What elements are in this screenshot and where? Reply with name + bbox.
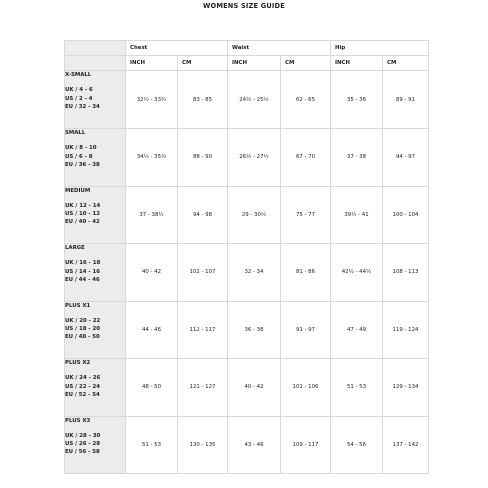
eu-size: EU / 40 - 42	[65, 219, 100, 226]
us-size: US / 26 - 28	[65, 441, 100, 448]
measurement-cell: 100 - 104	[383, 186, 429, 244]
eu-size: EU / 56 - 58	[65, 449, 100, 456]
us-size: US / 18 - 20	[65, 326, 100, 333]
measurement-cell: 91 - 97	[281, 301, 331, 359]
table-row	[65, 129, 429, 187]
corner-cell	[65, 41, 126, 56]
measurement-cell: 81 - 86	[281, 244, 331, 302]
measurement-cell: 37 - 38½	[126, 186, 178, 244]
size-cell	[65, 129, 126, 187]
table-row	[65, 301, 429, 359]
measurement-cell: 62 - 65	[281, 71, 331, 129]
measurement-cell: 40 - 42	[126, 244, 178, 302]
size-name: PLUS X1	[65, 302, 91, 309]
group-header-chest: Chest	[126, 41, 228, 56]
measurement-cell: 48 - 50	[126, 359, 178, 417]
measurement-cell: 39½ - 41	[331, 186, 383, 244]
size-cell	[65, 359, 126, 417]
measurement-cell: 108 - 113	[383, 244, 429, 302]
us-size: US / 6 - 8	[65, 153, 93, 160]
table-row	[65, 359, 429, 417]
measurement-cell: 112 - 117	[178, 301, 228, 359]
unit-header: CM	[281, 56, 331, 71]
size-cell	[65, 416, 126, 474]
measurement-cell: 89 - 91	[383, 71, 429, 129]
group-header-hip: Hip	[331, 41, 429, 56]
uk-size: UK / 20 - 22	[65, 317, 101, 324]
unit-header: CM	[178, 56, 228, 71]
size-name: X-SMALL	[65, 72, 92, 78]
unit-header: INCH	[126, 56, 178, 71]
unit-header: CM	[383, 56, 429, 71]
measurement-cell: 34½ - 35½	[126, 129, 178, 187]
size-cell	[65, 244, 126, 302]
us-size: US / 10 - 12	[65, 211, 100, 218]
uk-size: UK / 16 - 18	[65, 260, 101, 267]
size-name: PLUS X3	[65, 417, 91, 424]
size-name: PLUS X2	[65, 360, 91, 366]
measurement-cell: 137 - 142	[383, 416, 429, 474]
unit-header: INCH	[331, 56, 383, 71]
measurement-cell: 51 - 53	[126, 416, 178, 474]
measurement-cell: 67 - 70	[281, 129, 331, 187]
measurement-cell: 36 - 38	[228, 301, 281, 359]
measurement-cell: 32½ - 33½	[126, 71, 178, 129]
eu-size: EU / 52 - 54	[65, 391, 100, 398]
measurement-cell: 47 - 49	[331, 301, 383, 359]
measurement-cell: 129 - 134	[383, 359, 429, 417]
measurement-cell: 44 - 46	[126, 301, 178, 359]
measurement-cell: 35 - 36	[331, 71, 383, 129]
measurement-cell: 121 - 127	[178, 359, 228, 417]
measurement-cell: 119 - 124	[383, 301, 429, 359]
measurement-cell: 32 - 34	[228, 244, 281, 302]
us-size: US / 22 - 24	[65, 383, 100, 390]
measurement-cell: 94 - 98	[178, 186, 228, 244]
measurement-cell: 43 - 46	[228, 416, 281, 474]
size-name: LARGE	[65, 245, 85, 251]
eu-size: EU / 32 - 34	[65, 103, 100, 110]
measurement-cell: 88 - 90	[178, 129, 228, 187]
measurement-cell: 29 - 30½	[228, 186, 281, 244]
uk-size: UK / 28 - 30	[65, 432, 101, 439]
measurement-cell: 40 - 42	[228, 359, 281, 417]
measurement-cell: 75 - 77	[281, 186, 331, 244]
measurement-cell: 54 - 56	[331, 416, 383, 474]
us-size: US / 2 - 4	[65, 95, 93, 102]
eu-size: EU / 48 - 50	[65, 334, 100, 341]
measurement-cell: 51 - 53	[331, 359, 383, 417]
corner-cell	[65, 56, 126, 71]
measurement-cell: 37 - 38	[331, 129, 383, 187]
unit-header-row	[65, 56, 429, 71]
size-guide-table	[64, 40, 429, 474]
table-row	[65, 416, 429, 474]
measurement-cell: 26½ - 27½	[228, 129, 281, 187]
measurement-cell: 24½ - 25½	[228, 71, 281, 129]
eu-size: EU / 44 - 46	[65, 276, 100, 283]
group-header-waist: Waist	[228, 41, 331, 56]
uk-size: UK / 12 - 14	[65, 202, 101, 209]
size-cell	[65, 301, 126, 359]
table-row	[65, 186, 429, 244]
measurement-cell: 130 - 135	[178, 416, 228, 474]
size-cell	[65, 186, 126, 244]
size-name: MEDIUM	[65, 187, 91, 194]
measurement-cell: 94 - 97	[383, 129, 429, 187]
table-row	[65, 71, 429, 129]
measurement-cell: 42½ - 44½	[331, 244, 383, 302]
page-title: WOMENS SIZE GUIDE	[203, 2, 285, 10]
measurement-cell: 83 - 85	[178, 71, 228, 129]
unit-header: INCH	[228, 56, 281, 71]
measurement-cell: 101 - 106	[281, 359, 331, 417]
us-size: US / 14 - 16	[65, 268, 100, 275]
group-header-row	[65, 41, 429, 56]
table-row	[65, 244, 429, 302]
measurement-cell: 109 - 117	[281, 416, 331, 474]
eu-size: EU / 36 - 38	[65, 161, 100, 168]
uk-size: UK / 4 - 6	[65, 87, 93, 94]
uk-size: UK / 8 - 10	[65, 145, 97, 152]
uk-size: UK / 24 - 26	[65, 375, 101, 382]
size-cell	[65, 71, 126, 129]
measurement-cell: 102 - 107	[178, 244, 228, 302]
size-name: SMALL	[65, 130, 86, 136]
